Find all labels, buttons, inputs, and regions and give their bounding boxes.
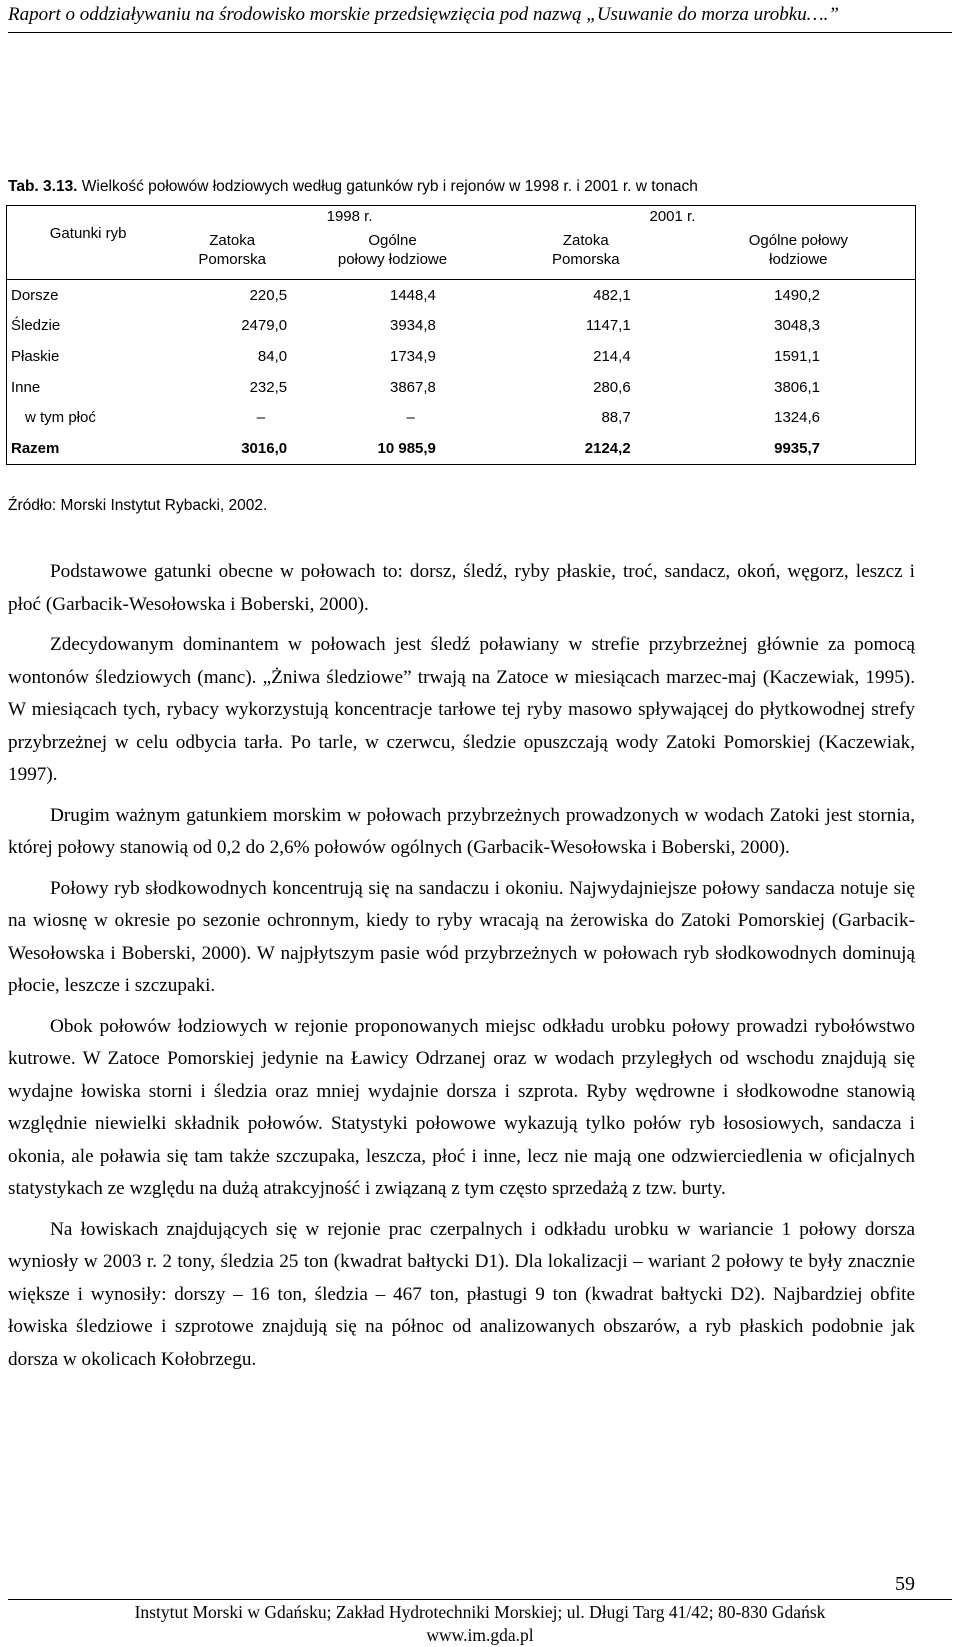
cell-o2001: 1324,6 [682, 402, 916, 433]
body-text [8, 556, 915, 1376]
cell-o2001: 1490,2 [682, 280, 916, 311]
cell-o1998: – [406, 409, 415, 427]
header-year-2001: 2001 r. [490, 206, 916, 226]
header-zatoka-2001-l1: Zatoka [562, 232, 609, 249]
header-zatoka-1998-l2: Pomorska [198, 251, 266, 268]
table-row [7, 341, 916, 372]
table-caption [8, 178, 698, 196]
cell-o2001: 3806,1 [682, 372, 916, 403]
header-species: Gatunki ryb [7, 206, 170, 280]
header-ogolne-2001-l1: Ogólne połowy [748, 232, 848, 249]
row-name: Dorsze [7, 280, 170, 311]
cell-o1998: 10 985,9 [295, 433, 490, 464]
page-footer [8, 1599, 952, 1647]
header-year-1998: 1998 r. [169, 206, 490, 226]
paragraph: Drugim ważnym gatunkiem morskim w połowach przybrzeżnych prowadzonych w wodach Zatoki jest stornia, której połowy stanowią od 0,2 do 2,6% połowów ogólnych (Garbacik-Wesołowska i Boberski, 2000). [8, 804, 915, 858]
header-zatoka-2001-l2: Pomorska [552, 251, 620, 268]
cell-o1998: 3934,8 [390, 317, 436, 335]
cell-z2001: 280,6 [593, 378, 631, 396]
cell-o1998: 1448,4 [390, 286, 436, 304]
row-name: Inne [7, 372, 170, 403]
row-name: Płaskie [7, 341, 170, 372]
table-row-total [7, 433, 916, 464]
table-number: Tab. 3.13. [8, 178, 78, 195]
row-name: w tym płoć [7, 402, 170, 433]
paragraph: Na łowiskach znajdujących się w rejonie prac czerpalnych i odkładu urobku w wariancie 1 połowy dorsza wyniosły w 2003 r. 2 tony, śledzia 25 ton (kwadrat bałtycki D1). Dla lokalizacji – wariant 2 połowy te były znacznie większe i wynosiły: dorszy – 16 ton, śledzia – 467 ton, płastugi 9 ton (kwadrat bałtycki D2). Najbardziej obfite łowiska śledziowe i szprotowe znajdują się na północ od analizowanych obszarów, a ryb płaskich podobnie jak dorsza w okolicach Kołobrzegu. [8, 1218, 915, 1370]
header-ogolne-1998-l2: połowy łodziowe [337, 251, 448, 268]
cell-z1998: 84,0 [257, 347, 288, 365]
header-zatoka-2001 [490, 225, 682, 269]
paragraph: Połowy ryb słodkowodnych koncentrują się na sandaczu i okoniu. Najwydajniejsze połowy sandacza notuje się na wiosnę w okresie po sezonie ochronnym, kiedy to ryby wracają na żerowiska do Zatoki Pomorskiej (Garbacik-Wesołowska i Boberski, 2000). W najpłytszym pasie wód przybrzeżnych w połowach ryb słodkowodnych dominują płocie, leszcze i szczupaki. [8, 877, 915, 996]
table-row [7, 402, 916, 433]
row-name: Śledzie [7, 311, 170, 342]
header-ogolne-1998-l1: Ogólne [368, 232, 417, 249]
table-source: Źródło: Morski Instytut Rybacki, 2002. [8, 497, 268, 514]
cell-o2001: 1591,1 [682, 341, 916, 372]
header-ogolne-2001 [682, 225, 916, 269]
table-row [7, 372, 916, 403]
table-row [7, 280, 916, 311]
cell-z1998: – [256, 409, 266, 427]
header-ogolne-2001-l2: łodziowe [769, 251, 828, 268]
cell-o2001: 9935,7 [682, 433, 916, 464]
cell-z2001: 482,1 [593, 286, 631, 304]
header-zatoka-1998 [169, 225, 295, 269]
cell-z1998: 2479,0 [241, 317, 288, 335]
paragraph: Zdecydowanym dominantem w połowach jest śledź poławiany w strefie przybrzeżnej głównie za pomocą wontonów śledziowych (manc). „Żniwa śledziowe” trwają na Zatoce w miesiącach marzec-maj (Kaczewiak, 1995). W miesiącach tych, rybacy wykorzystują koncentracje tarłowe tej ryby masowo spływającej do płytkowodnej strefy przybrzeżnej w celu odbycia tarła. Po tarle, w czerwcu, śledzie opuszczają wody Zatoki Pomorskiej (Kaczewiak, 1997). [8, 634, 915, 785]
cell-z2001: 1147,1 [585, 317, 631, 335]
row-name: Razem [7, 433, 170, 464]
paragraph: Obok połowów łodziowych w rejonie proponowanych miejsc odkładu urobku połowy prowadzi rybołówstwo kutrowe. W Zatoce Pomorskiej jedynie na Ławicy Odrzanej oraz w wodach przyległych od wschodu znajdują się wydajne łowiska storni i śledzia oraz mniej wydajnie dorsza i szprota. Ryby wędrowne i słodkowodne stanowią względnie niewielki składnik połowów. Statystyki połowowe wykazują tylko połów ryb łososiowych, sandacza i okonia, ale poławia się tam także szczupaka, leszcza, płoć i inne, lecz nie mają one odzwierciedlenia w oficjalnych statystykach ze względu na dużą atrakcyjność i związaną z tym często sprzedażą z tzw. burty. [8, 1015, 915, 1199]
cell-z2001: 2124,2 [490, 433, 682, 464]
cell-z1998: 3016,0 [169, 433, 295, 464]
cell-z2001: 88,7 [601, 409, 631, 427]
cell-z1998: 232,5 [249, 378, 288, 396]
cell-z1998: 220,5 [249, 286, 288, 304]
table-caption-text: Wielkość połowów łodziowych według gatunków ryb i rejonów w 1998 r. i 2001 r. w tonach [77, 178, 698, 195]
cell-o1998: 1734,9 [390, 347, 436, 365]
cell-o1998: 3867,8 [390, 378, 436, 396]
page-number: 59 [895, 1573, 915, 1595]
fish-catch-table [6, 205, 916, 465]
header-ogolne-1998 [295, 225, 490, 269]
footer-address: Instytut Morski w Gdańsku; Zakład Hydrotechniki Morskiej; ul. Długi Targ 41/42; 80-830 Gdańsk [134, 1602, 826, 1622]
paragraph: Podstawowe gatunki obecne w połowach to: dorsz, śledź, ryby płaskie, troć, sandacz, okoń, węgorz, leszcz i płoć (Garbacik-Wesołowska i Boberski, 2000). [8, 561, 915, 615]
cell-o2001: 3048,3 [682, 311, 916, 342]
footer-website: www.im.gda.pl [426, 1625, 534, 1645]
table-row [7, 311, 916, 342]
header-zatoka-1998-l1: Zatoka [209, 232, 256, 249]
running-header: Raport o oddziaływaniu na środowisko morskie przedsięwzięcia pod nazwą „Usuwanie do morza urobku….” [8, 4, 952, 33]
cell-z2001: 214,4 [593, 347, 631, 365]
